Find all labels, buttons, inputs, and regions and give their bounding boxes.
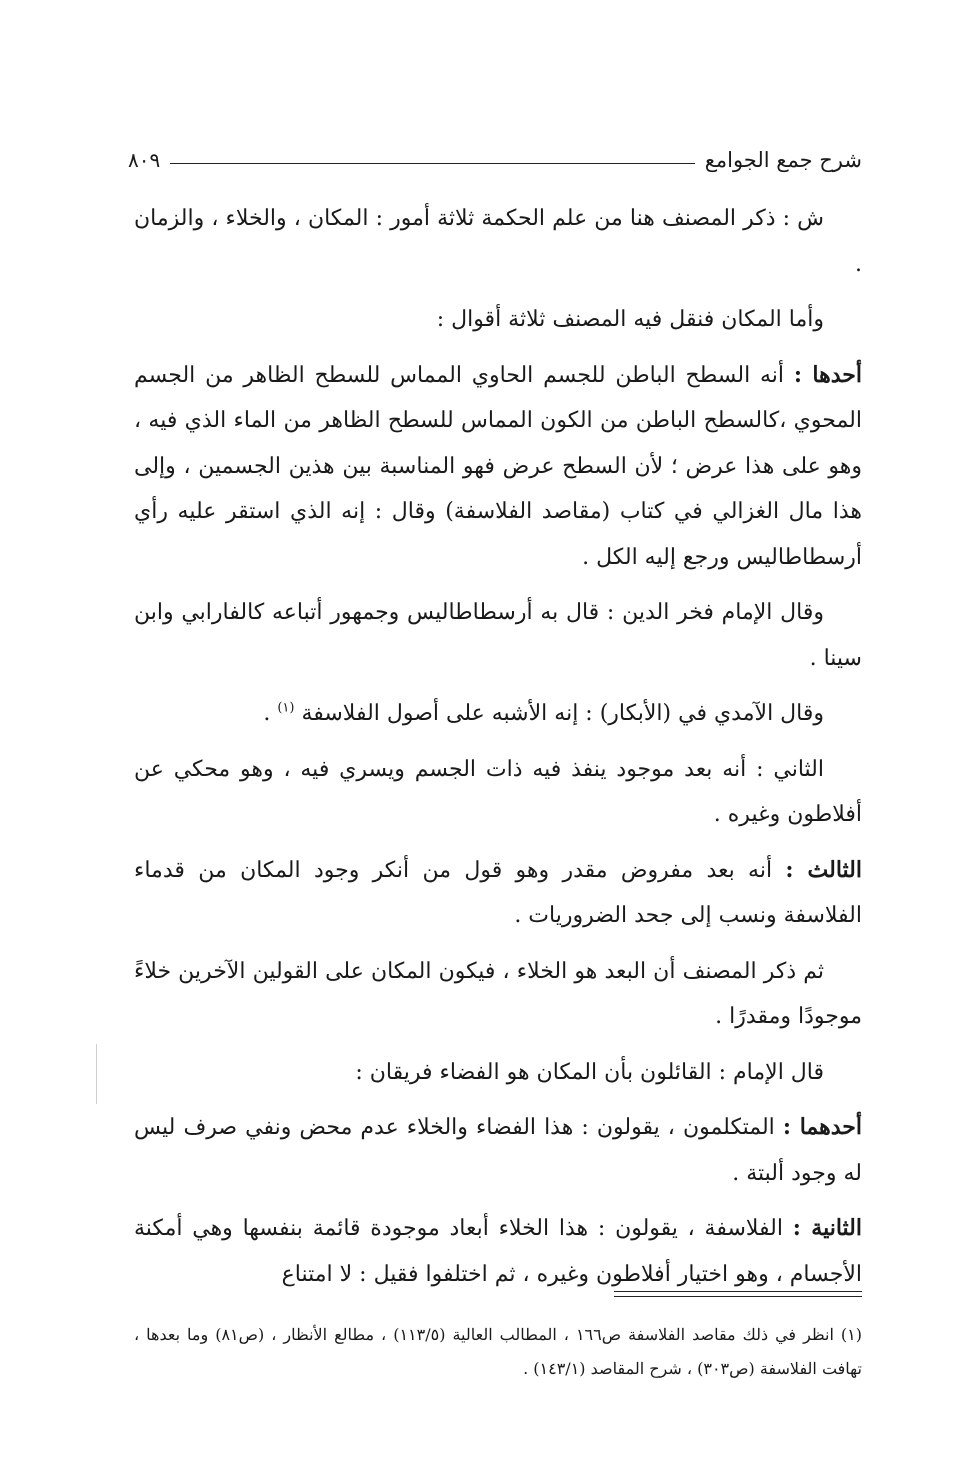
paragraph: [134, 196, 862, 287]
paragraph-text: أنه السطح الباطن للجسم الحاوي المماس للسطح الظاهر من الجسم المحوي ،كالسطح الباطن من الكون المماس للسطح الظاهر من الماء الذي فيه ، وهو على هذا عرض ؛ لأن السطح عرض فهو المناسبة بين هذين الجسمين ، وإلى هذا مال الغزالي في كتاب (مقاصد الفلاسفة) وقال : إنه الذي استقر عليه رأي أرسطاطاليس ورجع إليه الكل .: [134, 362, 862, 570]
running-header: [128, 140, 862, 180]
paragraph-text: الثاني : أنه بعد موجود ينفذ فيه ذات الجسم ويسري فيه ، وهو محكي عن أفلاطون وغيره .: [134, 756, 862, 827]
paragraph-text: ش : ذكر المصنف هنا من علم الحكمة ثلاثة أمور : المكان ، والخلاء ، والزمان .: [134, 206, 862, 277]
paragraph: [134, 848, 862, 939]
paragraph: [134, 747, 862, 838]
paragraph-text: وقال الآمدي في (الأبكار) : إنه الأشبه على أصول الفلاسفة: [301, 701, 824, 726]
paragraph-text: المتكلمون ، يقولون : هذا الفضاء والخلاء عدم محض ونفي صرف ليس له وجود ألبتة .: [134, 1115, 862, 1186]
paragraph: [134, 353, 862, 581]
paragraph-tail: .: [263, 701, 278, 726]
page-number: ٨٠٩: [128, 148, 161, 172]
paragraph-lead: أحدهما :: [782, 1114, 862, 1140]
header-rule: [170, 163, 694, 164]
paragraph: [134, 691, 862, 737]
paragraph: [134, 1105, 862, 1196]
paragraph: [134, 1050, 862, 1096]
main-text: [134, 196, 862, 1307]
paragraph: [134, 297, 862, 343]
footnote-reference[interactable]: (١): [277, 700, 295, 716]
paragraph-text: وأما المكان فنقل فيه المصنف ثلاثة أقوال :: [436, 307, 824, 332]
margin-mark: [96, 1044, 97, 1104]
footnote: (١) انظر في ذلك مقاصد الفلاسفة ص١٦٦ ، المطالب العالية (١١٣/٥) ، مطالع الأنظار ، (ص٨١) وما بعدها ، تهافت الفلاسفة (ص٣٠٣) ، شرح المقاصد (١٤٣/١) .: [134, 1325, 862, 1378]
paragraph-text: ثم ذكر المصنف أن البعد هو الخلاء ، فيكون المكان على القولين الآخرين خلاءً موجودًا ومقدرًا .: [134, 958, 862, 1029]
paragraph-text: الفلاسفة ، يقولون : هذا الخلاء أبعاد موجودة قائمة بنفسها وهي أمكنة الأجسام ، وهو اختيار أفلاطون وغيره ، ثم اختلفوا فقيل : لا امتناع: [134, 1216, 862, 1287]
footnote-separator: [614, 1291, 862, 1297]
paragraph-text: أنه بعد مفروض مقدر وهو قول من أنكر وجود المكان من قدماء الفلاسفة ونسب إلى جحد الضروريات .: [134, 857, 862, 928]
paragraph: [134, 1206, 862, 1297]
paragraph-lead: أحدها :: [793, 361, 862, 388]
paragraph-lead: الثالث :: [785, 856, 862, 883]
paragraph: [134, 590, 862, 681]
footnote-rule-bottom: [614, 1296, 862, 1297]
paragraph-lead: الثانية :: [792, 1215, 862, 1241]
running-title: شرح جمع الجوامع: [704, 148, 862, 172]
paragraph-text: وقال الإمام فخر الدين : قال به أرسطاطاليس وجمهور أتباعه كالفارابي وابن سينا .: [134, 600, 862, 671]
paragraph: [134, 949, 862, 1040]
footnotes: [134, 1318, 862, 1386]
paragraph-text: قال الإمام : القائلون بأن المكان هو الفضاء فريقان :: [355, 1059, 824, 1085]
